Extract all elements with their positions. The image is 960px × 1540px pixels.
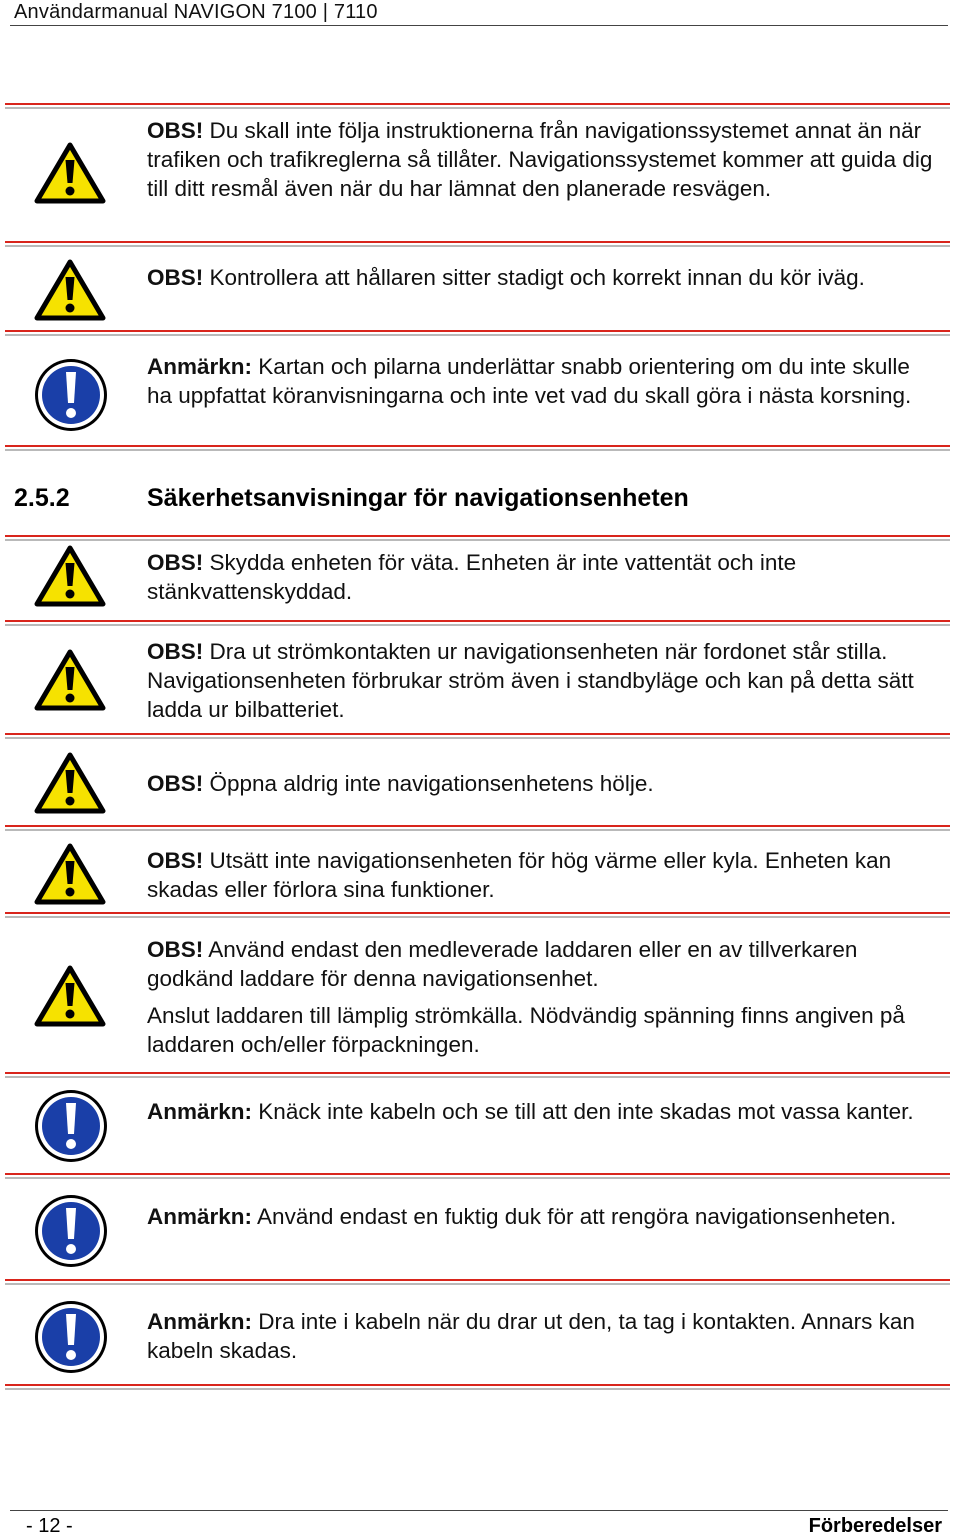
note-block xyxy=(147,846,938,904)
note-text: Utsätt inte navigationsenheten för hög värme eller kyla. Enheten kan skadas eller förlora sina funktioner. xyxy=(147,848,892,902)
note-label: Anmärkn: xyxy=(147,1204,253,1229)
note-label: Anmärkn: xyxy=(147,1099,253,1124)
note-label: OBS! xyxy=(147,937,204,962)
warning-triangle-icon xyxy=(34,142,106,204)
section-title: Säkerhetsanvisningar för navigationsenheten xyxy=(147,484,689,512)
separator xyxy=(5,1072,950,1078)
note-label: OBS! xyxy=(147,265,204,290)
note-block xyxy=(147,352,938,410)
note-text: Kartan och pilarna underlättar snabb orientering om du inte skulle ha uppfattat köranvisningarna och inte vet vad du skall göra i nästa korsning. xyxy=(147,354,912,408)
note-block xyxy=(147,548,938,606)
warning-triangle-icon xyxy=(34,649,106,711)
note-label: OBS! xyxy=(147,118,204,143)
warning-triangle-icon xyxy=(34,259,106,321)
note-label: OBS! xyxy=(147,771,204,796)
note-label: OBS! xyxy=(147,848,204,873)
exclamation-circle-icon xyxy=(33,1088,109,1164)
note-text-continued: Anslut laddaren till lämplig strömkälla. Nödvändig spänning finns angiven på laddaren och/eller förpackningen. xyxy=(147,1003,905,1057)
note-label: OBS! xyxy=(147,639,204,664)
note-text: Dra ut strömkontakten ur navigationsenheten när fordonet står stilla. Navigationsenheten förbrukar ström även i standbyläge och kan på detta sätt ladda ur bilbatteriet. xyxy=(147,639,914,722)
warning-triangle-icon xyxy=(34,843,106,905)
note-block xyxy=(147,116,938,203)
separator xyxy=(5,241,950,247)
warning-triangle-icon xyxy=(34,965,106,1027)
exclamation-circle-icon xyxy=(33,1193,109,1269)
note-block xyxy=(147,769,938,798)
note-block xyxy=(147,1097,938,1126)
separator xyxy=(5,535,950,541)
warning-triangle-icon xyxy=(34,545,106,607)
note-block xyxy=(147,263,938,292)
note-text: Öppna aldrig inte navigationsenhetens hölje. xyxy=(209,771,654,796)
note-text: Dra inte i kabeln när du drar ut den, ta tag i kontakten. Annars kan kabeln skadas. xyxy=(147,1309,915,1363)
note-text: Använd endast den medleverade laddaren eller en av tillverkaren godkänd laddare för denna navigationsenhet. xyxy=(147,937,858,991)
note-text: Kontrollera att hållaren sitter stadigt och korrekt innan du kör iväg. xyxy=(209,265,865,290)
warning-triangle-icon xyxy=(34,752,106,814)
separator xyxy=(5,912,950,918)
running-header: Användarmanual NAVIGON 7100 | 7110 xyxy=(14,1,378,23)
separator xyxy=(5,620,950,626)
note-text: Knäck inte kabeln och se till att den inte skadas mot vassa kanter. xyxy=(258,1099,914,1124)
note-block xyxy=(147,935,938,1059)
note-text: Skydda enheten för väta. Enheten är inte vattentät och inte stänkvattenskyddad. xyxy=(147,550,797,604)
separator xyxy=(5,733,950,739)
separator xyxy=(5,330,950,336)
separator xyxy=(5,1173,950,1179)
exclamation-circle-icon xyxy=(33,1299,109,1375)
note-block xyxy=(147,1202,938,1231)
chapter-name: Förberedelser xyxy=(808,1515,942,1537)
page-number: - 12 - xyxy=(26,1515,73,1537)
section-number: 2.5.2 xyxy=(14,484,70,512)
separator xyxy=(5,1279,950,1285)
note-label: Anmärkn: xyxy=(147,354,253,379)
note-block xyxy=(147,1307,938,1365)
separator xyxy=(5,825,950,831)
exclamation-circle-icon xyxy=(33,357,109,433)
separator xyxy=(5,445,950,451)
separator xyxy=(5,103,950,109)
separator xyxy=(5,1384,950,1390)
note-block xyxy=(147,637,938,724)
header-rule xyxy=(10,25,948,26)
note-text: Du skall inte följa instruktionerna från navigationssystemet annat än när trafiken och trafikreglerna så tillåter. Navigationssystemet kommer att guida dig till ditt resmål även när du har lämnat den planerade resvägen. xyxy=(147,118,933,201)
note-text: Använd endast en fuktig duk för att rengöra navigationsenheten. xyxy=(257,1204,897,1229)
note-label: OBS! xyxy=(147,550,204,575)
footer-rule xyxy=(10,1510,948,1511)
note-label: Anmärkn: xyxy=(147,1309,253,1334)
